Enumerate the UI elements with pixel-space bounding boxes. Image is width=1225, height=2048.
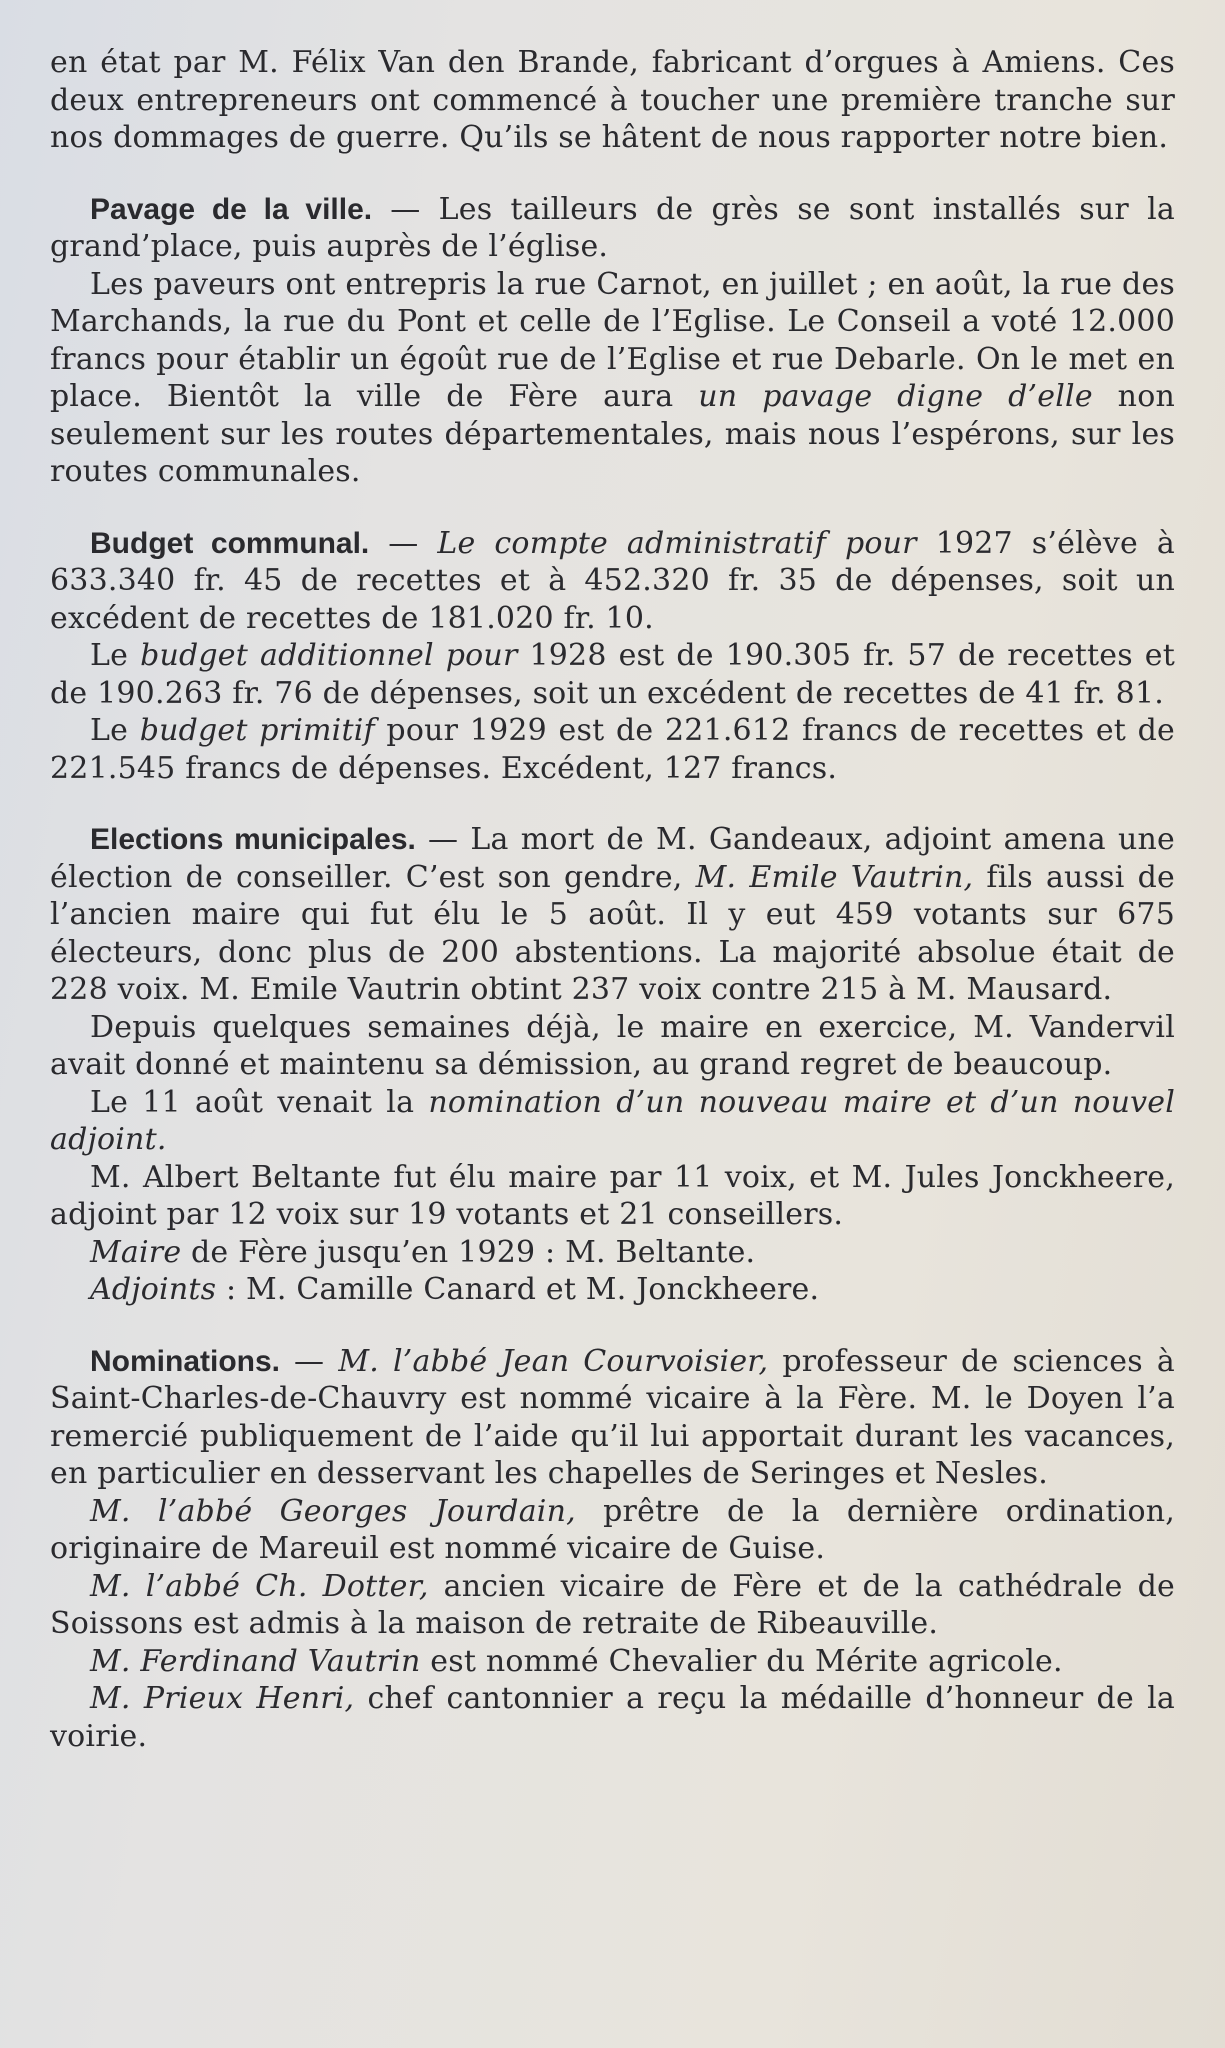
elections-paragraph-6: Adjoints : M. Camille Canard et M. Jonckheere. bbox=[90, 1272, 820, 1307]
elections-paragraph-3: Le 11 août venait la nomination d’un nouveau maire et d’un nouvel adjoint. bbox=[50, 1084, 1175, 1157]
section-heading-budget: Budget communal. bbox=[90, 526, 370, 560]
section-heading-elections: Elections municipales. bbox=[90, 823, 416, 856]
nominations-paragraph-5: M. Prieux Henri, chef cantonnier a reçu la médaille d’honneur de la voirie. bbox=[50, 1681, 1175, 1754]
section-heading-nominations: Nominations. bbox=[90, 1344, 281, 1378]
elections-paragraph-1: Elections municipales. — La mort de M. Gandeaux, adjoint amena une élection de conseiller. C’est son gendre, M. Emile Vautrin, fils aussi de l’ancien maire qui fut élu le 5 août. Il y eut 459 votants sur 675 électeurs, donc plus de 200 abstentions. La majorité absolue était de 228 voix. M. Emile Vautrin obtint 237 voix contre 215 à M. Mausard. bbox=[50, 822, 1176, 1007]
nominations-paragraph-1: Nominations. — M. l’abbé Jean Courvoisier, professeur de sciences à Saint-Charles-de-Chauvry est nommé vicaire à la Fère. M. le Doyen l’a remercié publiquement de l’aide qu’il lui apportait durant les vacances, en particulier en desservant les chapelles de Seringes et Nesles. bbox=[50, 1343, 1175, 1491]
section-heading-pavage: Pavage de la ville. bbox=[90, 192, 373, 226]
elections-paragraph-4: M. Albert Beltante fut élu maire par 11 voix, et M. Jules Jonckheere, adjoint par 12 voix sur 19 votants et 21 conseillers. bbox=[50, 1159, 1175, 1232]
section-nominations bbox=[50, 1343, 1175, 1756]
pavage-paragraph-1: Pavage de la ville. — Les tailleurs de grès se sont installés sur la grand’place, puis auprès de l’église. bbox=[50, 191, 1175, 264]
pavage-paragraph-2: Les paveurs ont entrepris la rue Carnot, en juillet ; en août, la rue des Marchands, la rue du Pont et celle de l’Eglise. Le Conseil a voté 12.000 francs pour établir un égoût rue de l’Eglise et rue Debarle. On le met en place. Bientôt la ville de Fère aura un pavage digne d’elle non seulement sur les routes départementales, mais nous l’espérons, sur les routes communales. bbox=[50, 266, 1175, 489]
elections-paragraph-2: Depuis quelques semaines déjà, le maire en exercice, M. Vandervil avait donné et maintenu sa démission, au grand regret de beaucoup. bbox=[50, 1009, 1175, 1082]
section-elections bbox=[50, 821, 1175, 1309]
intro-text: en état par M. Félix Van den Brande, fabricant d’orgues à Amiens. Ces deux entrepreneurs ont commencé à toucher une première tranche sur nos dommages de guerre. Qu’ils se hâtent de nous rapporter notre bien. bbox=[50, 45, 1175, 155]
nominations-paragraph-4: M. Ferdinand Vautrin est nommé Chevalier du Mérite agricole. bbox=[90, 1643, 1063, 1679]
budget-paragraph-3: Le budget primitif pour 1929 est de 221.612 francs de recettes et de 221.545 francs de dépenses. Excédent, 127 francs. bbox=[50, 713, 1176, 786]
budget-paragraph-1: Budget communal. — Le compte administratif pour 1927 s’élève à 633.340 fr. 45 de recettes et à 452.320 fr. 35 de dépenses, soit un excédent de recettes de 181.020 fr. 10. bbox=[50, 525, 1175, 636]
intro-paragraph bbox=[50, 44, 1175, 157]
budget-paragraph-2: Le budget additionnel pour 1928 est de 190.305 fr. 57 de recettes et de 190.263 fr. 76 de dépenses, soit un excédent de recettes de 41 fr. 81. bbox=[50, 638, 1175, 711]
section-pavage bbox=[50, 191, 1175, 491]
elections-paragraph-5: Maire de Fère jusqu’en 1929 : M. Beltante. bbox=[90, 1234, 756, 1270]
nominations-paragraph-3: M. l’abbé Ch. Dotter, ancien vicaire de Fère et de la cathédrale de Soissons est admis à la maison de retraite de Ribeauville. bbox=[50, 1568, 1175, 1641]
section-budget bbox=[50, 525, 1175, 788]
nominations-paragraph-2: M. l’abbé Georges Jourdain, prêtre de la dernière ordination, originaire de Mareuil est nommé vicaire de Guise. bbox=[50, 1493, 1175, 1566]
